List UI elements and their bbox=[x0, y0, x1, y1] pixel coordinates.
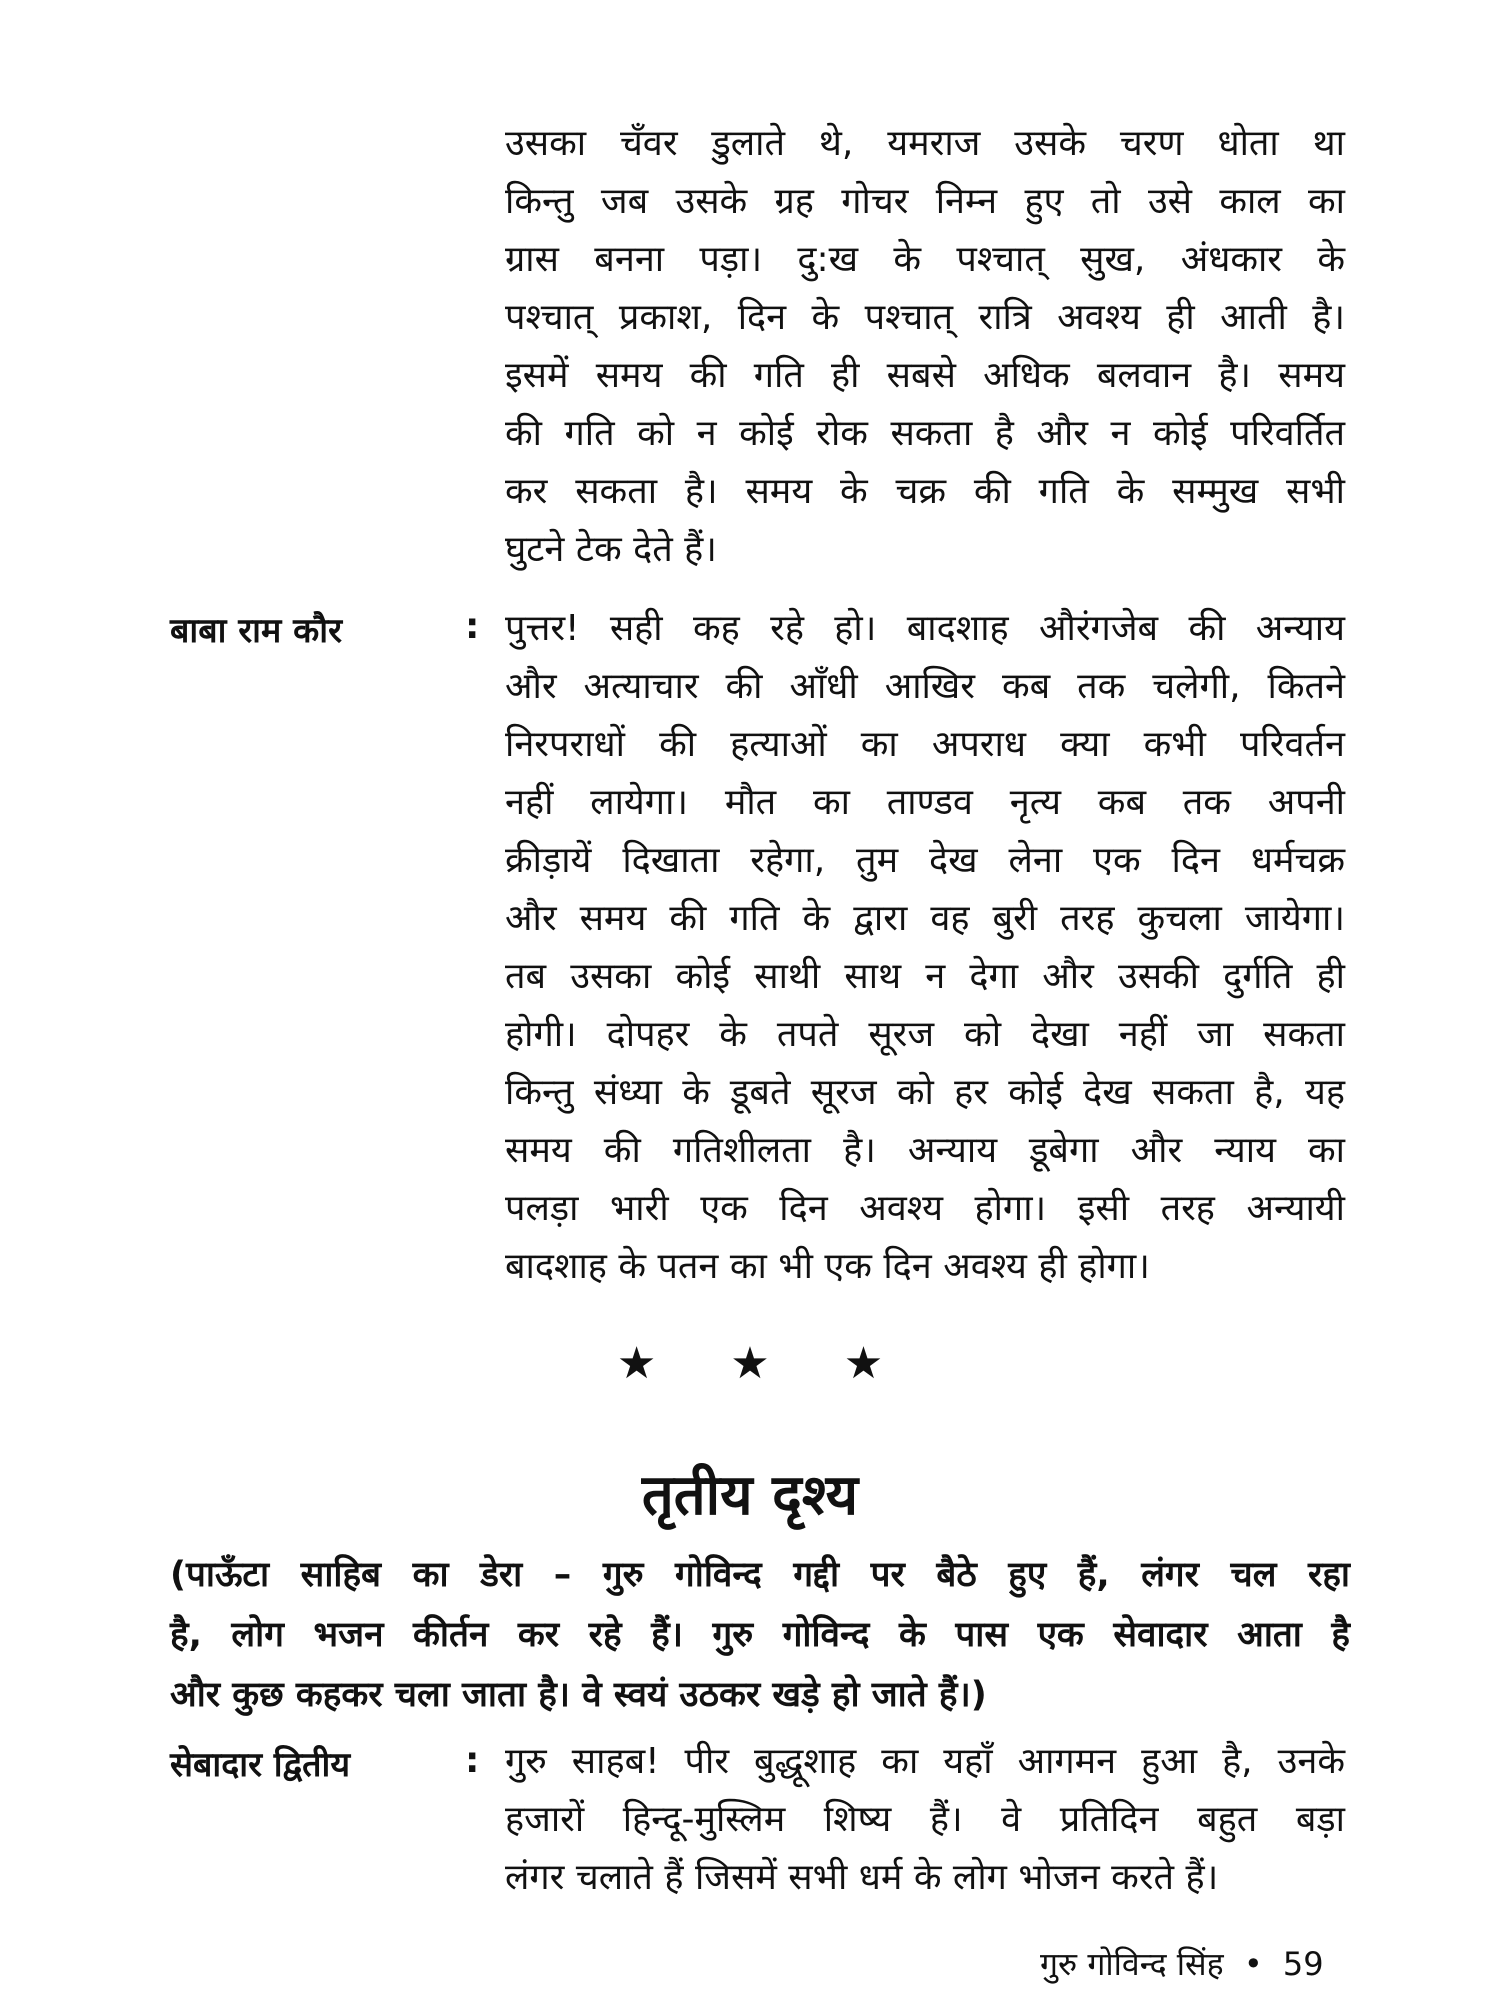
page-footer bbox=[1040, 1942, 1324, 1985]
dialogue-line: और समय की गति के द्वारा वह बुरी तरह कुचला जायेगा। bbox=[505, 898, 1345, 939]
dialogue-line: और अत्याचार की आँधी आखिर कब तक चलेगी, कितने bbox=[505, 666, 1345, 707]
paragraph-line: कर सकता है। समय के चक्र की गति के सम्मुख सभी bbox=[505, 471, 1345, 512]
dialogue-line: पलड़ा भारी एक दिन अवश्य होगा। इसी तरह अन्यायी bbox=[505, 1188, 1345, 1229]
paragraph-line: ग्रास बनना पड़ा। दु:ख के पश्चात् सुख, अंधकार के bbox=[505, 239, 1345, 280]
dialogue-line: समय की गतिशीलता है। अन्याय डूबेगा और न्याय का bbox=[505, 1130, 1345, 1171]
speaker-colon: : bbox=[465, 606, 480, 647]
paragraph-line: पश्चात् प्रकाश, दिन के पश्चात् रात्रि अवश्य ही आती है। bbox=[505, 297, 1345, 338]
dialogue-line: हजारों हिन्दू-मुस्लिम शिष्य हैं। वे प्रतिदिन बहुत बड़ा bbox=[505, 1799, 1345, 1840]
dialogue-line: बादशाह के पतन का भी एक दिन अवश्य ही होगा। bbox=[505, 1246, 1150, 1287]
speaker-colon: : bbox=[465, 1740, 480, 1781]
dialogue-line: किन्तु संध्या के डूबते सूरज को हर कोई देख सकता है, यह bbox=[505, 1072, 1345, 1113]
paragraph-line: इसमें समय की गति ही सबसे अधिक बलवान है। समय bbox=[505, 355, 1345, 396]
dialogue-line: होगी। दोपहर के तपते सूरज को देखा नहीं जा सकता bbox=[505, 1014, 1345, 1055]
dialogue-line: तब उसका कोई साथी साथ न देगा और उसकी दुर्गति ही bbox=[505, 956, 1345, 997]
stage-direction-line: और कुछ कहकर चला जाता है। वे स्वयं उठकर खड़े हो जाते हैं।) bbox=[170, 1675, 987, 1715]
dialogue-line: क्रीड़ायें दिखाता रहेगा, तुम देख लेना एक दिन धर्मचक्र bbox=[505, 840, 1345, 881]
paragraph-line: की गति को न कोई रोक सकता है और न कोई परिवर्तित bbox=[505, 413, 1345, 454]
page-number: 59 bbox=[1282, 1945, 1324, 1983]
section-separator-stars: ★ ★ ★ bbox=[616, 1338, 914, 1389]
dialogue-line: नहीं लायेगा। मौत का ताण्डव नृत्य कब तक अपनी bbox=[505, 782, 1345, 823]
dialogue-line: गुरु साहब! पीर बुद्धूशाह का यहाँ आगमन हुआ है, उनके bbox=[505, 1741, 1345, 1782]
speaker-name: बाबा राम कौर bbox=[170, 611, 342, 651]
speaker-name: सेबादार द्वितीय bbox=[170, 1745, 351, 1785]
paragraph-line: उसका चँवर डुलाते थे, यमराज उसके चरण धोता था bbox=[505, 123, 1345, 164]
paragraph-line: किन्तु जब उसके ग्रह गोचर निम्न हुए तो उसे काल का bbox=[505, 181, 1345, 222]
footer-bullet: • bbox=[1243, 1945, 1263, 1983]
stage-direction-line: (पाऊँटा साहिब का डेरा – गुरु गोविन्द गद्दी पर बैठे हुए हैं, लंगर चल रहा bbox=[170, 1555, 1350, 1595]
scene-title: तृतीय दृश्य bbox=[641, 1463, 859, 1528]
dialogue-line: लंगर चलाते हैं जिसमें सभी धर्म के लोग भोजन करते हैं। bbox=[505, 1857, 1219, 1898]
stage-direction-line: है, लोग भजन कीर्तन कर रहे हैं। गुरु गोविन्द के पास एक सेवादार आता है bbox=[170, 1615, 1350, 1655]
paragraph-line: घुटने टेक देते हैं। bbox=[505, 529, 717, 570]
running-title: गुरु गोविन्द सिंह bbox=[1040, 1945, 1224, 1983]
dialogue-line: पुत्तर! सही कह रहे हो। बादशाह औरंगजेब की अन्याय bbox=[505, 608, 1345, 649]
dialogue-line: निरपराधों की हत्याओं का अपराध क्या कभी परिवर्तन bbox=[505, 724, 1345, 765]
